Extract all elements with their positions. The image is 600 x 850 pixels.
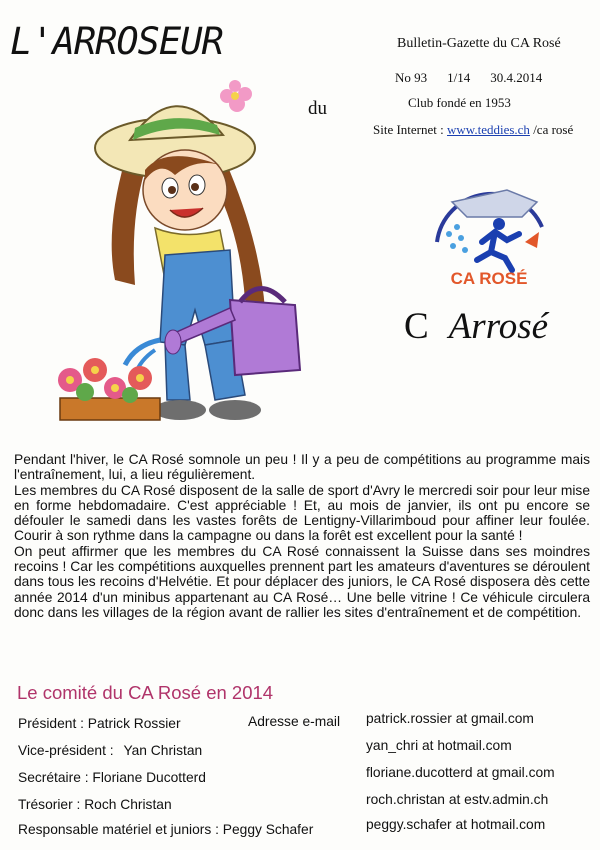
member-email: peggy.schafer at hotmail.com: [366, 817, 546, 832]
member-role: Trésorier :: [18, 797, 81, 812]
website-line: [373, 122, 573, 138]
committee-member-row: [18, 743, 202, 758]
committee-member-row: [18, 822, 313, 837]
email-column-label: Adresse e-mail: [248, 714, 341, 729]
member-name: Patrick Rossier: [87, 716, 181, 731]
title-du: du: [308, 98, 327, 119]
committee-member-row: [18, 716, 181, 731]
issue-date: 30.4.2014: [490, 70, 543, 85]
committee-member-row: [18, 770, 206, 785]
bulletin-label: Bulletin-Gazette du CA Rosé: [397, 36, 561, 51]
member-role: Secrétaire :: [18, 770, 89, 785]
member-name: Peggy Schafer: [222, 822, 314, 837]
paragraph: Les membres du CA Rosé disposent de la salle de sport d'Avry le mercredi soir pour leur mise en forme hebdomadaire. C'est appréciable ! Et, au mois de janvier, ils ont pu encore se défouler le samedi dans les vastes forêts de Lentigny-Villarimboud pour affiner leur foulée. Courir à son rythme dans la campagne ou dans la forêt est excellent pour la santé !: [14, 482, 590, 544]
paragraph: On peut affirmer que les membres du CA Rosé connaissent la Suisse dans ses moindres recoins ! Car les compétitions auxquelles prennent part les amateurs d'aventures se déroulent dans tous les recoins d'Helvétie. Et pour déplacer des juniors, le CA Rosé disposera dès cette année 2014 d'un minibus appartenant au CA Rosé… Une belle vitrine ! Ce véhicule circulera donc dans les villages de la région avant de rallier les sites d'entraînement et de compétition.: [14, 543, 590, 620]
member-email: roch.christan at estv.admin.ch: [366, 792, 549, 807]
issue-number: No 93: [395, 70, 428, 85]
member-email: patrick.rossier at gmail.com: [366, 711, 534, 726]
committee-member-row: [18, 797, 172, 812]
member-role: Vice-président :: [18, 743, 114, 758]
subtitle-c: C: [404, 306, 429, 347]
member-name: Roch Christan: [84, 797, 172, 812]
hat-flower-icon: [220, 80, 252, 112]
gardener-girl-illustration: [45, 80, 310, 430]
article-body: [14, 452, 590, 620]
website-suffix: /ca rosé: [533, 122, 574, 137]
issue-info: [395, 70, 562, 86]
runner-icon: [477, 218, 519, 270]
paragraph: Pendant l'hiver, le CA Rosé somnole un peu ! Il y a peu de compétitions au programme mais l'entraînement, lui, a lieu régulièrement.: [14, 452, 590, 483]
member-role: Responsable matériel et juniors :: [18, 822, 219, 837]
newsletter-title: L'ARROSEUR: [10, 20, 223, 63]
logo-text: CA ROSÉ: [450, 269, 528, 288]
member-email: floriane.ducotterd at gmail.com: [366, 765, 555, 780]
member-email: yan_chri at hotmail.com: [366, 738, 512, 753]
issue-part: 1/14: [447, 70, 471, 85]
member-name: Yan Christan: [123, 743, 203, 758]
subtitle: [404, 305, 548, 348]
committee-heading: Le comité du CA Rosé en 2014: [17, 682, 274, 703]
founded-info: Club fondé en 1953: [408, 95, 511, 110]
member-name: Floriane Ducotterd: [92, 770, 206, 785]
website-link[interactable]: www.teddies.ch: [447, 122, 530, 137]
website-label: Site Internet :: [373, 122, 444, 137]
member-role: Président :: [18, 716, 84, 731]
ca-rose-logo: [427, 172, 552, 292]
subtitle-word: Arrosé: [448, 306, 549, 347]
